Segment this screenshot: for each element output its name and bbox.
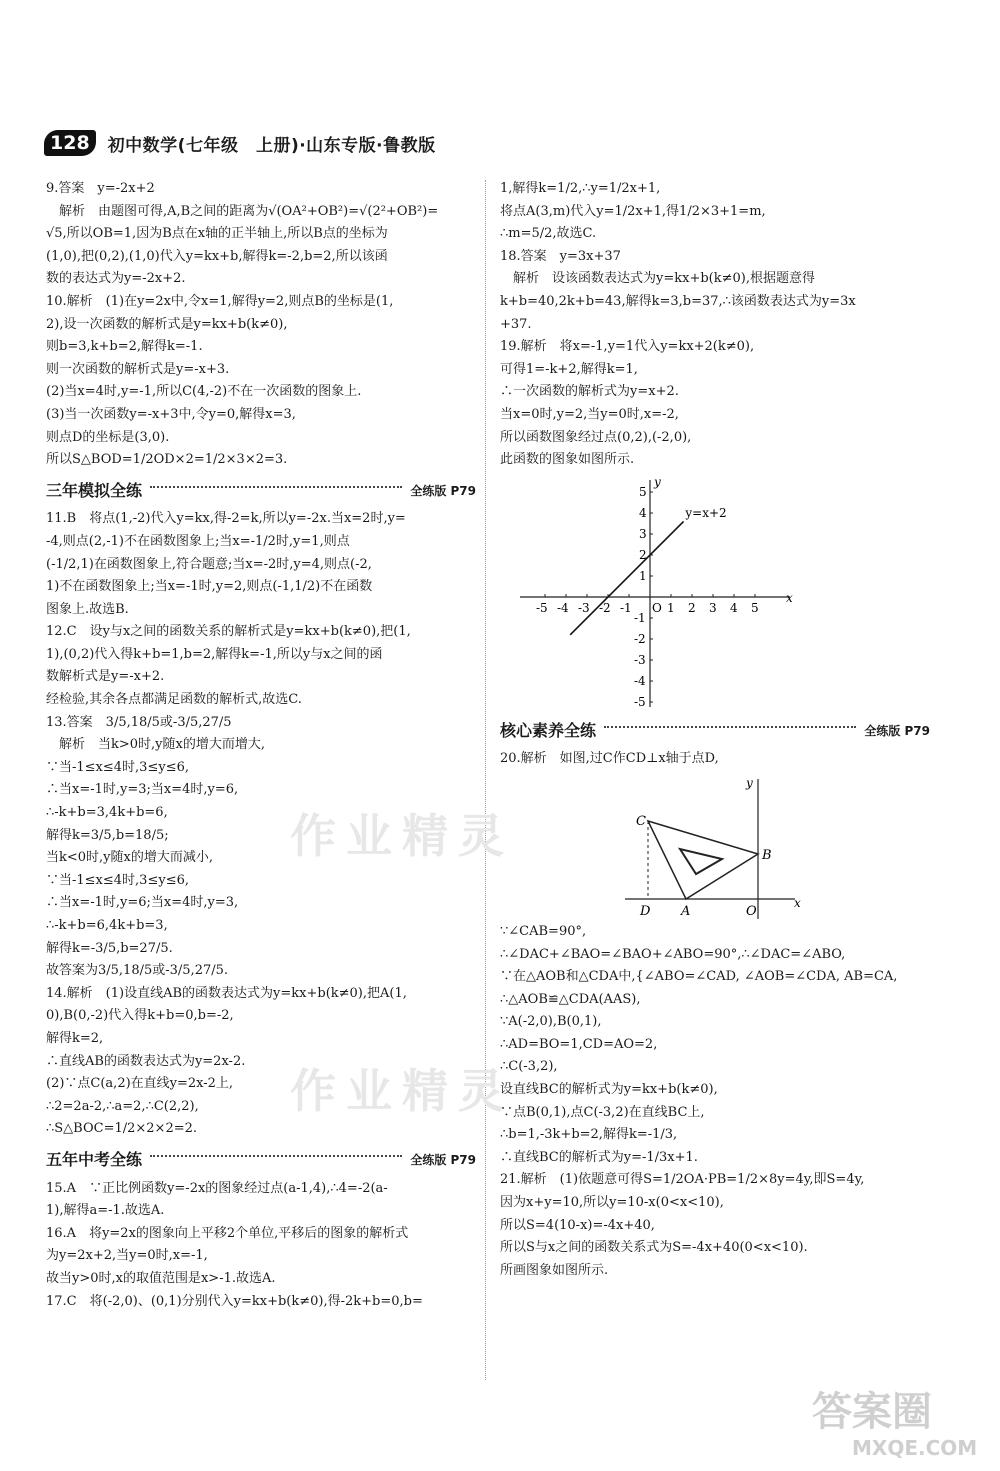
x-tick-label: 2 xyxy=(688,600,696,615)
text-line: 则一次函数的解析式是y=-x+3. xyxy=(46,361,230,377)
text-line: ∴2=2a-2,∴a=2,∴C(2,2), xyxy=(46,1098,199,1114)
answer-block xyxy=(46,508,476,1141)
figure-triangle xyxy=(500,771,800,921)
text-line: k+b=40,2k+b=43,解得k=3,b=37,∴该函数表达式为y=3x xyxy=(500,293,856,309)
text-line: 图象上.故选B. xyxy=(46,601,129,617)
text-line: (3)当一次函数y=-x+3中,令y=0,解得x=3, xyxy=(46,406,296,422)
text-line: 此函数的图象如图所示. xyxy=(500,452,635,468)
logo-text: 答案圈 xyxy=(812,1389,932,1435)
x-tick-label: -4 xyxy=(557,600,569,615)
text-line: 数的表达式为y=-2x+2. xyxy=(46,271,186,287)
text-line: 1),解得a=-1.故选A. xyxy=(46,1203,165,1219)
section-ref: 全练版 P79 xyxy=(410,483,476,498)
text-line: 1),(0,2)代入得k+b=1,b=2,解得k=-1,所以y与x之间的函 xyxy=(46,646,383,662)
answer-block xyxy=(500,178,930,472)
text-line: 解析 当k>0时,y随x的增大而增大, xyxy=(46,737,265,753)
y-tick-label: -3 xyxy=(634,652,646,667)
site-logo xyxy=(792,1373,992,1463)
function-label: y=x+2 xyxy=(685,505,727,520)
label-o: O xyxy=(746,903,757,919)
text-line: 19.解析 将x=-1,y=1代入y=kx+2(k≠0), xyxy=(500,339,755,355)
label-c: C xyxy=(636,813,646,829)
label-x: x xyxy=(794,895,801,910)
label-b: B xyxy=(762,847,772,863)
text-line: 设直线BC的解析式为y=kx+b(k≠0), xyxy=(500,1082,718,1098)
text-line: ∴m=5/2,故选C. xyxy=(500,226,597,242)
text-line: 可得1=-k+2,解得k=1, xyxy=(500,361,638,377)
watermark: 作业精灵 xyxy=(290,1064,514,1118)
text-line: 所以S△BOD=1/2OD×2=1/2×3×2=3. xyxy=(46,452,288,468)
section-header xyxy=(500,720,930,743)
section-ref: 全练版 P79 xyxy=(864,723,930,738)
text-line: ∴△AOB≌△CDA(AAS), xyxy=(500,991,641,1007)
answer-block xyxy=(46,1178,476,1314)
text-line: 解得k=2, xyxy=(46,1030,104,1046)
text-line: 数解析式是y=-x+2. xyxy=(46,669,165,685)
text-line: 1)不在函数图象上;当x=-1时,y=2,则点(-1,1/2)不在函数 xyxy=(46,579,373,595)
answer-block xyxy=(500,921,930,1283)
text-line: (2)当x=4时,y=-1,所以C(4,-2)不在一次函数的图象上. xyxy=(46,384,362,400)
column-divider xyxy=(485,180,486,1380)
text-line: √5,所以OB=1,因为B点在x轴的正半轴上,所以B点的坐标为 xyxy=(46,226,388,242)
x-tick-label: 4 xyxy=(730,600,738,615)
text-line: 当k<0时,y随x的增大而减小, xyxy=(46,850,213,866)
text-line: (1,0),把(0,2),(1,0)代入y=kx+b,解得k=-2,b=2,所以该函 xyxy=(46,248,388,264)
answer-block xyxy=(46,178,476,472)
text-line: 因为x+y=10,所以y=10-x(0<x<10), xyxy=(500,1195,724,1211)
text-line: ∴当x=-1时,y=3;当x=4时,y=6, xyxy=(46,782,239,798)
y-tick-label: -1 xyxy=(634,610,646,625)
y-axis-label: y xyxy=(654,474,661,489)
text-line: 解得k=3/5,b=18/5; xyxy=(46,827,169,843)
text-line: +37. xyxy=(500,316,532,332)
text-line: ∴S△BOC=1/2×2×2=2. xyxy=(46,1121,198,1137)
text-line: ∵当-1≤x≤4时,3≤y≤6, xyxy=(46,759,189,775)
text-line: 将点A(3,m)代入y=1/2x+1,得1/2×3+1=m, xyxy=(500,203,766,219)
text-line: 0),B(0,-2)代入得k+b=0,b=-2, xyxy=(46,1008,234,1024)
text-line: 解析 设该函数表达式为y=kx+b(k≠0),根据题意得 xyxy=(500,271,815,287)
logo-url: MXQE.COM xyxy=(852,1436,978,1460)
text-line: 所画图象如图所示. xyxy=(500,1262,609,1278)
text-line: ∵点B(0,1),点C(-3,2)在直线BC上, xyxy=(500,1104,705,1120)
label-y: y xyxy=(746,775,753,790)
text-line: 所以S=4(10-x)=-4x+40, xyxy=(500,1217,655,1233)
text-line: 20.解析 如图,过C作CD⊥x轴于点D, xyxy=(500,751,719,767)
x-tick-label: 1 xyxy=(667,600,675,615)
text-line: ∵在△AOB和△CDA中,{∠ABO=∠CAD, ∠AOB=∠CDA, AB=CA, xyxy=(500,969,898,985)
text-line: 为y=2x+2,当y=0时,x=-1, xyxy=(46,1248,208,1264)
graph-y-x-plus-2 xyxy=(500,472,800,712)
text-line: 2),设一次函数的解析式是y=kx+b(k≠0), xyxy=(46,316,288,332)
text-line: 10.解析 (1)在y=2x中,令x=1,解得y=2,则点B的坐标是(1, xyxy=(46,293,394,309)
text-line: 故答案为3/5,18/5或-3/5,27/5. xyxy=(46,963,229,979)
book-title: 初中数学(七年级 上册)·山东专版·鲁教版 xyxy=(107,135,436,156)
text-line: -4,则点(2,-1)不在函数图象上;当x=-1/2时,y=1,则点 xyxy=(46,533,350,549)
text-line: 解得k=-3/5,b=27/5. xyxy=(46,940,173,956)
text-line: ∵当-1≤x≤4时,3≤y≤6, xyxy=(46,872,189,888)
text-line: ∵∠CAB=90°, xyxy=(500,923,587,939)
text-line: 所以函数图象经过点(0,2),(-2,0), xyxy=(500,429,692,445)
text-line: 14.解析 (1)设直线AB的函数表达式为y=kx+b(k≠0),把A(1, xyxy=(46,985,407,1001)
page-header xyxy=(44,130,436,156)
text-line: ∴∠DAC+∠BAO=∠BAO+∠ABO=90°,∴∠DAC=∠ABO, xyxy=(500,946,846,962)
y-tick-label: 4 xyxy=(639,505,647,520)
section-ref: 全练版 P79 xyxy=(410,1152,476,1167)
text-line: 所以S与x之间的函数关系式为S=-4x+40(0<x<10). xyxy=(500,1240,808,1256)
text-line: 11.B 将点(1,-2)代入y=kx,得-2=k,所以y=-2x.当x=2时,y= xyxy=(46,511,406,527)
section-title: 五年中考全练 xyxy=(46,1149,143,1169)
page-number: 128 xyxy=(44,130,96,156)
x-tick-label: -2 xyxy=(599,600,611,615)
text-line: 当x=0时,y=2,当y=0时,x=-2, xyxy=(500,406,679,422)
text-line: 解析 由题图可得,A,B之间的距离为√(OA²+OB²)=√(2²+OB²)= xyxy=(46,203,439,219)
y-tick-label: 3 xyxy=(639,526,647,541)
text-line: 故当y>0时,x的取值范围是x>-1.故选A. xyxy=(46,1270,276,1286)
y-tick-label: 1 xyxy=(639,568,647,583)
text-line: 1,解得k=1/2,∴y=1/2x+1, xyxy=(500,181,661,196)
text-line: ∴-k+b=6,4k+b=3, xyxy=(46,918,168,933)
right-column xyxy=(500,178,930,1282)
text-line: ∴C(-3,2), xyxy=(500,1059,558,1075)
function-line xyxy=(570,521,683,634)
text-line: 16.A 将y=2x的图象向上平移2个单位,平移后的图象的解析式 xyxy=(46,1225,409,1241)
text-line: 则点D的坐标是(3,0). xyxy=(46,429,170,445)
dotted-leader xyxy=(604,726,856,728)
x-tick-label: O xyxy=(652,600,662,615)
y-tick-label: -2 xyxy=(634,631,646,646)
x-tick-label: -3 xyxy=(578,600,590,615)
label-a: A xyxy=(681,903,691,919)
text-line: 13.答案 3/5,18/5或-3/5,27/5 xyxy=(46,714,232,730)
text-line: (-1/2,1)在函数图象上,符合题意;当x=-2时,y=4,则点(-2, xyxy=(46,556,372,572)
x-tick-label: -1 xyxy=(620,600,632,615)
text-line: (2)∵点C(a,2)在直线y=2x-2上, xyxy=(46,1076,234,1092)
dotted-leader xyxy=(150,1155,402,1157)
text-line: ∴直线BC的解析式为y=-1/3x+1. xyxy=(500,1149,698,1165)
dotted-leader xyxy=(150,486,402,488)
text-line: ∴一次函数的解析式为y=x+2. xyxy=(500,384,679,400)
text-line: ∴直线AB的函数表达式为y=2x-2. xyxy=(46,1053,246,1069)
left-column xyxy=(46,178,476,1313)
section-header xyxy=(46,1149,476,1172)
text-line: 12.C 设y与x之间的函数关系的解析式是y=kx+b(k≠0),把(1, xyxy=(46,624,411,640)
section-header xyxy=(46,480,476,503)
watermark: 作业精灵 xyxy=(290,809,514,863)
y-tick-label: -5 xyxy=(634,694,646,709)
answer-block xyxy=(500,748,930,771)
text-line: 则b=3,k+b=2,解得k=-1. xyxy=(46,339,203,355)
x-axis-label: x xyxy=(786,590,793,605)
y-tick-label: 5 xyxy=(639,484,647,499)
text-line: ∴-k+b=3,4k+b=6, xyxy=(46,805,168,821)
x-tick-label: -5 xyxy=(536,600,548,615)
x-tick-label: 3 xyxy=(709,600,717,615)
section-title: 三年模拟全练 xyxy=(46,480,143,500)
text-line: ∴AD=BO=1,CD=AO=2, xyxy=(500,1036,658,1052)
text-line: 18.答案 y=3x+37 xyxy=(500,248,621,264)
y-tick-label: -4 xyxy=(634,673,646,688)
text-line: 21.解析 (1)依题意可得S=1/2OA·PB=1/2×8y=4y,即S=4y, xyxy=(500,1172,865,1188)
text-line: 经检验,其余各点都满足函数的解析式,故选C. xyxy=(46,692,302,708)
label-d: D xyxy=(640,903,651,919)
y-tick-label: 2 xyxy=(639,547,647,562)
text-line: ∴b=1,-3k+b=2,解得k=-1/3, xyxy=(500,1127,678,1143)
text-line: 15.A ∵正比例函数y=-2x的图象经过点(a-1,4),∴4=-2(a- xyxy=(46,1180,388,1196)
text-line: 17.C 将(-2,0)、(0,1)分别代入y=kx+b(k≠0),得-2k+b=0,b= xyxy=(46,1293,423,1309)
x-tick-label: 5 xyxy=(751,600,759,615)
text-line: 9.答案 y=-2x+2 xyxy=(46,181,155,196)
text-line: ∵A(-2,0),B(0,1), xyxy=(500,1014,602,1030)
section-title: 核心素养全练 xyxy=(500,720,597,740)
text-line: ∴当x=-1时,y=6;当x=4时,y=3, xyxy=(46,895,239,911)
